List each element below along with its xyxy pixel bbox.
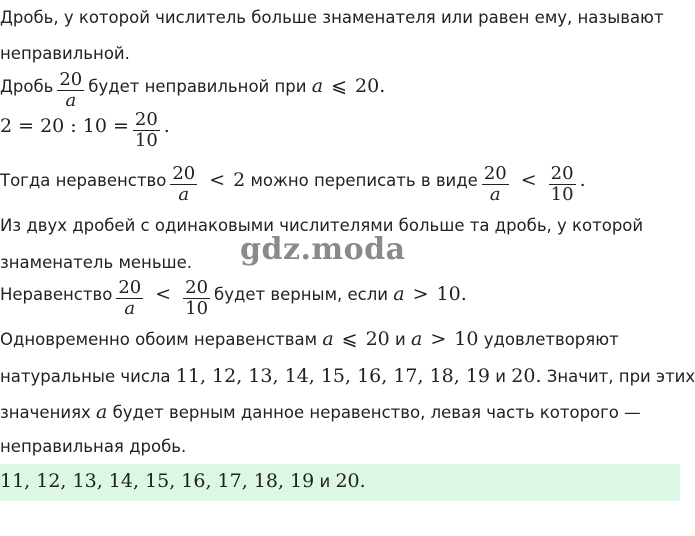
number-20: 20 bbox=[355, 75, 380, 97]
le-sign: ⩽ bbox=[341, 328, 358, 350]
variable-a: a bbox=[96, 401, 108, 423]
le-sign: ⩽ bbox=[331, 75, 347, 97]
text-line-10 bbox=[0, 365, 695, 387]
numerator: 20 bbox=[134, 109, 158, 130]
text-fragment: будет неправильной при bbox=[88, 77, 307, 96]
text-fragment: будет верным данное неравенство, левая часть которого — bbox=[112, 403, 641, 422]
lt-sign: < bbox=[520, 169, 537, 191]
numerator: 20 bbox=[550, 163, 574, 184]
number-10: 10 bbox=[436, 283, 461, 305]
numerator: 20 bbox=[185, 277, 209, 298]
equation: 2 = 20 : 10 = bbox=[0, 115, 129, 137]
text-line-8 bbox=[0, 277, 467, 319]
variable-a: a bbox=[311, 75, 324, 97]
text-fragment: будет верным, если bbox=[214, 285, 388, 304]
text-fragment: и bbox=[395, 330, 406, 349]
text-fragment: Одновременно обоим неравенствам bbox=[0, 330, 318, 349]
text-line-2: неправильной. bbox=[0, 44, 130, 63]
variable-a: a bbox=[411, 328, 423, 350]
variable-a: a bbox=[322, 328, 334, 350]
text-line-9 bbox=[0, 328, 619, 350]
fraction-20-over-10 bbox=[133, 109, 160, 151]
numerator: 20 bbox=[483, 163, 507, 184]
numerator: 20 bbox=[172, 163, 196, 184]
denominator: a bbox=[124, 298, 136, 319]
denominator: a bbox=[489, 184, 501, 205]
text-line-3 bbox=[0, 69, 386, 111]
number-10: 10 bbox=[454, 328, 479, 350]
text-fragment: и bbox=[495, 367, 507, 386]
numerator: 20 bbox=[59, 69, 83, 90]
fraction-20-over-a bbox=[482, 163, 509, 205]
numbers-list: 11, 12, 13, 14, 15, 16, 17, 18, 19 bbox=[175, 365, 491, 387]
text-line-11 bbox=[0, 401, 641, 423]
period: . bbox=[460, 283, 467, 305]
answer-numbers: 11, 12, 13, 14, 15, 16, 17, 18, 19 bbox=[0, 470, 315, 492]
variable-a: a bbox=[393, 283, 405, 305]
text-fragment: можно переписать в виде bbox=[250, 171, 478, 190]
period: . bbox=[379, 75, 386, 97]
fraction-20-over-a bbox=[170, 163, 197, 205]
lt-sign: < bbox=[209, 169, 226, 191]
text-fragment: удовлетворяют bbox=[483, 330, 619, 349]
gt-sign: > bbox=[430, 328, 447, 350]
denominator: a bbox=[178, 184, 190, 205]
text-line-6: Из двух дробей с одинаковыми числителями больше та дробь, у которой bbox=[0, 216, 644, 235]
denominator: 10 bbox=[185, 298, 209, 319]
gt-sign: > bbox=[412, 283, 429, 305]
denominator: 10 bbox=[134, 130, 158, 151]
denominator: a bbox=[65, 90, 77, 111]
period: . bbox=[579, 169, 586, 191]
answer-box bbox=[0, 464, 680, 501]
denominator: 10 bbox=[550, 184, 574, 205]
equation-line bbox=[0, 109, 170, 151]
watermark-logo: gdz.moda bbox=[240, 232, 406, 267]
text-line-7: знаменатель меньше. bbox=[0, 253, 193, 272]
text-line-12: неправильная дробь. bbox=[0, 437, 187, 456]
number-20: 20 bbox=[365, 328, 390, 350]
text-fragment: Значит, при этих bbox=[546, 367, 695, 386]
text-line-1: Дробь, у которой числитель больше знаменателя или равен ему, называют bbox=[0, 8, 664, 27]
answer-text bbox=[0, 470, 366, 492]
numerator: 20 bbox=[118, 277, 142, 298]
text-fragment: Тогда неравенство bbox=[0, 171, 167, 190]
number-2: 2 bbox=[233, 169, 246, 191]
text-fragment: Дробь bbox=[0, 77, 54, 96]
text-line-5 bbox=[0, 163, 586, 205]
answer-last: 20. bbox=[335, 470, 366, 492]
fraction-20-over-a bbox=[116, 277, 143, 319]
fraction-20-over-10 bbox=[549, 163, 576, 205]
text-fragment: значениях bbox=[0, 403, 91, 422]
text-fragment: натуральные числа bbox=[0, 367, 171, 386]
period: . bbox=[163, 115, 170, 137]
fraction-20-over-a bbox=[57, 69, 84, 111]
fraction-20-over-10 bbox=[183, 277, 210, 319]
text-fragment: Неравенство bbox=[0, 285, 113, 304]
answer-and: и bbox=[319, 472, 331, 491]
lt-sign: < bbox=[155, 283, 172, 305]
number-20: 20. bbox=[511, 365, 542, 387]
